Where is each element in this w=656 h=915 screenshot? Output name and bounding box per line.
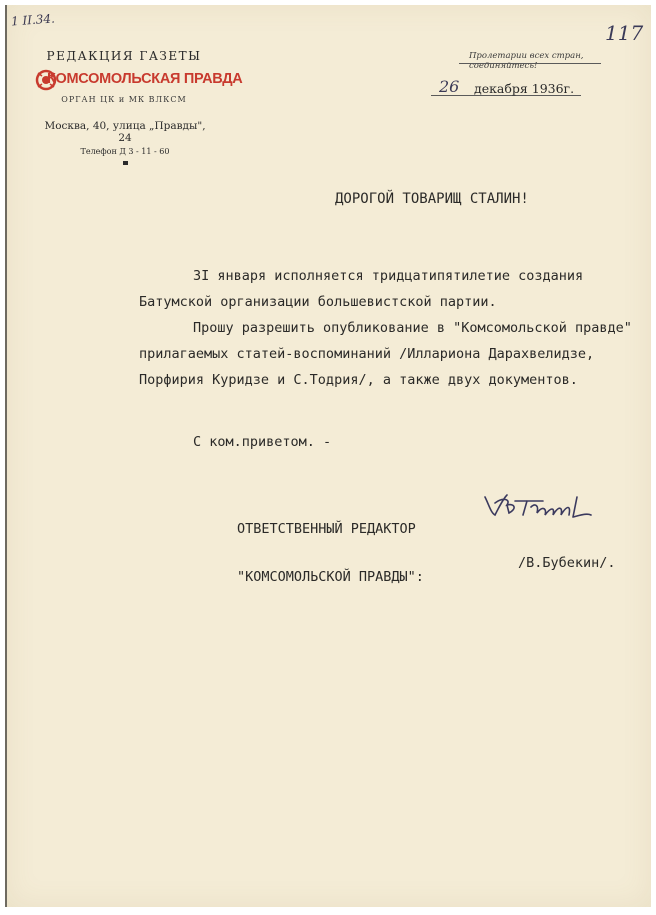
letterhead-address: Москва, 40, улица „Правды", 24 <box>44 120 206 144</box>
newspaper-name: КОМСОМОЛЬСКАЯ ПРАВДА <box>47 71 243 87</box>
body-line: Прошу разрешить опубликование в "Комсомольской правде" <box>193 320 632 336</box>
letterhead-organ: ОРГАН ЦК и МК ВЛКСМ <box>61 95 187 104</box>
slogan-rule <box>459 63 601 64</box>
date-month-year: декабря 1936г. <box>474 81 575 96</box>
date-day: 26 <box>439 77 460 96</box>
body-line: Батумской организации большевистской партии. <box>139 294 497 310</box>
editor-title-line: "КОМСОМОЛЬСКОЙ ПРАВДЫ": <box>237 569 424 585</box>
salutation: ДОРОГОЙ ТОВАРИЩ СТАЛИН! <box>335 191 529 207</box>
body-line: 3I января исполняется тридцатипятилетие создания <box>193 268 584 284</box>
handwritten-signature <box>481 491 611 521</box>
sheet-number: 117 <box>605 21 644 45</box>
letterhead-mark <box>123 161 128 165</box>
letterhead-title: РЕДАКЦИЯ ГАЗЕТЫ <box>46 49 202 63</box>
editor-title <box>237 489 424 617</box>
signature-name: /В.Бубекин/. <box>518 555 616 571</box>
letterhead-phone: Телефон Д 3 - 11 - 60 <box>80 147 170 156</box>
body-line: Порфирия Куридзе и С.Тодрия/, а также двух документов. <box>139 372 578 388</box>
body-line: прилагаемых статей-воспоминаний /Иллариона Дарахвелидзе, <box>139 346 595 362</box>
slogan: Пролетарии всех стран, соединяйтесь! <box>469 51 584 71</box>
letter-sheet <box>5 5 651 907</box>
closing: С ком.приветом. - <box>193 434 332 450</box>
editor-title-line: ОТВЕТСТВЕННЫЙ РЕДАКТОР <box>237 521 416 537</box>
archive-note: 1 II.34. <box>10 11 56 29</box>
